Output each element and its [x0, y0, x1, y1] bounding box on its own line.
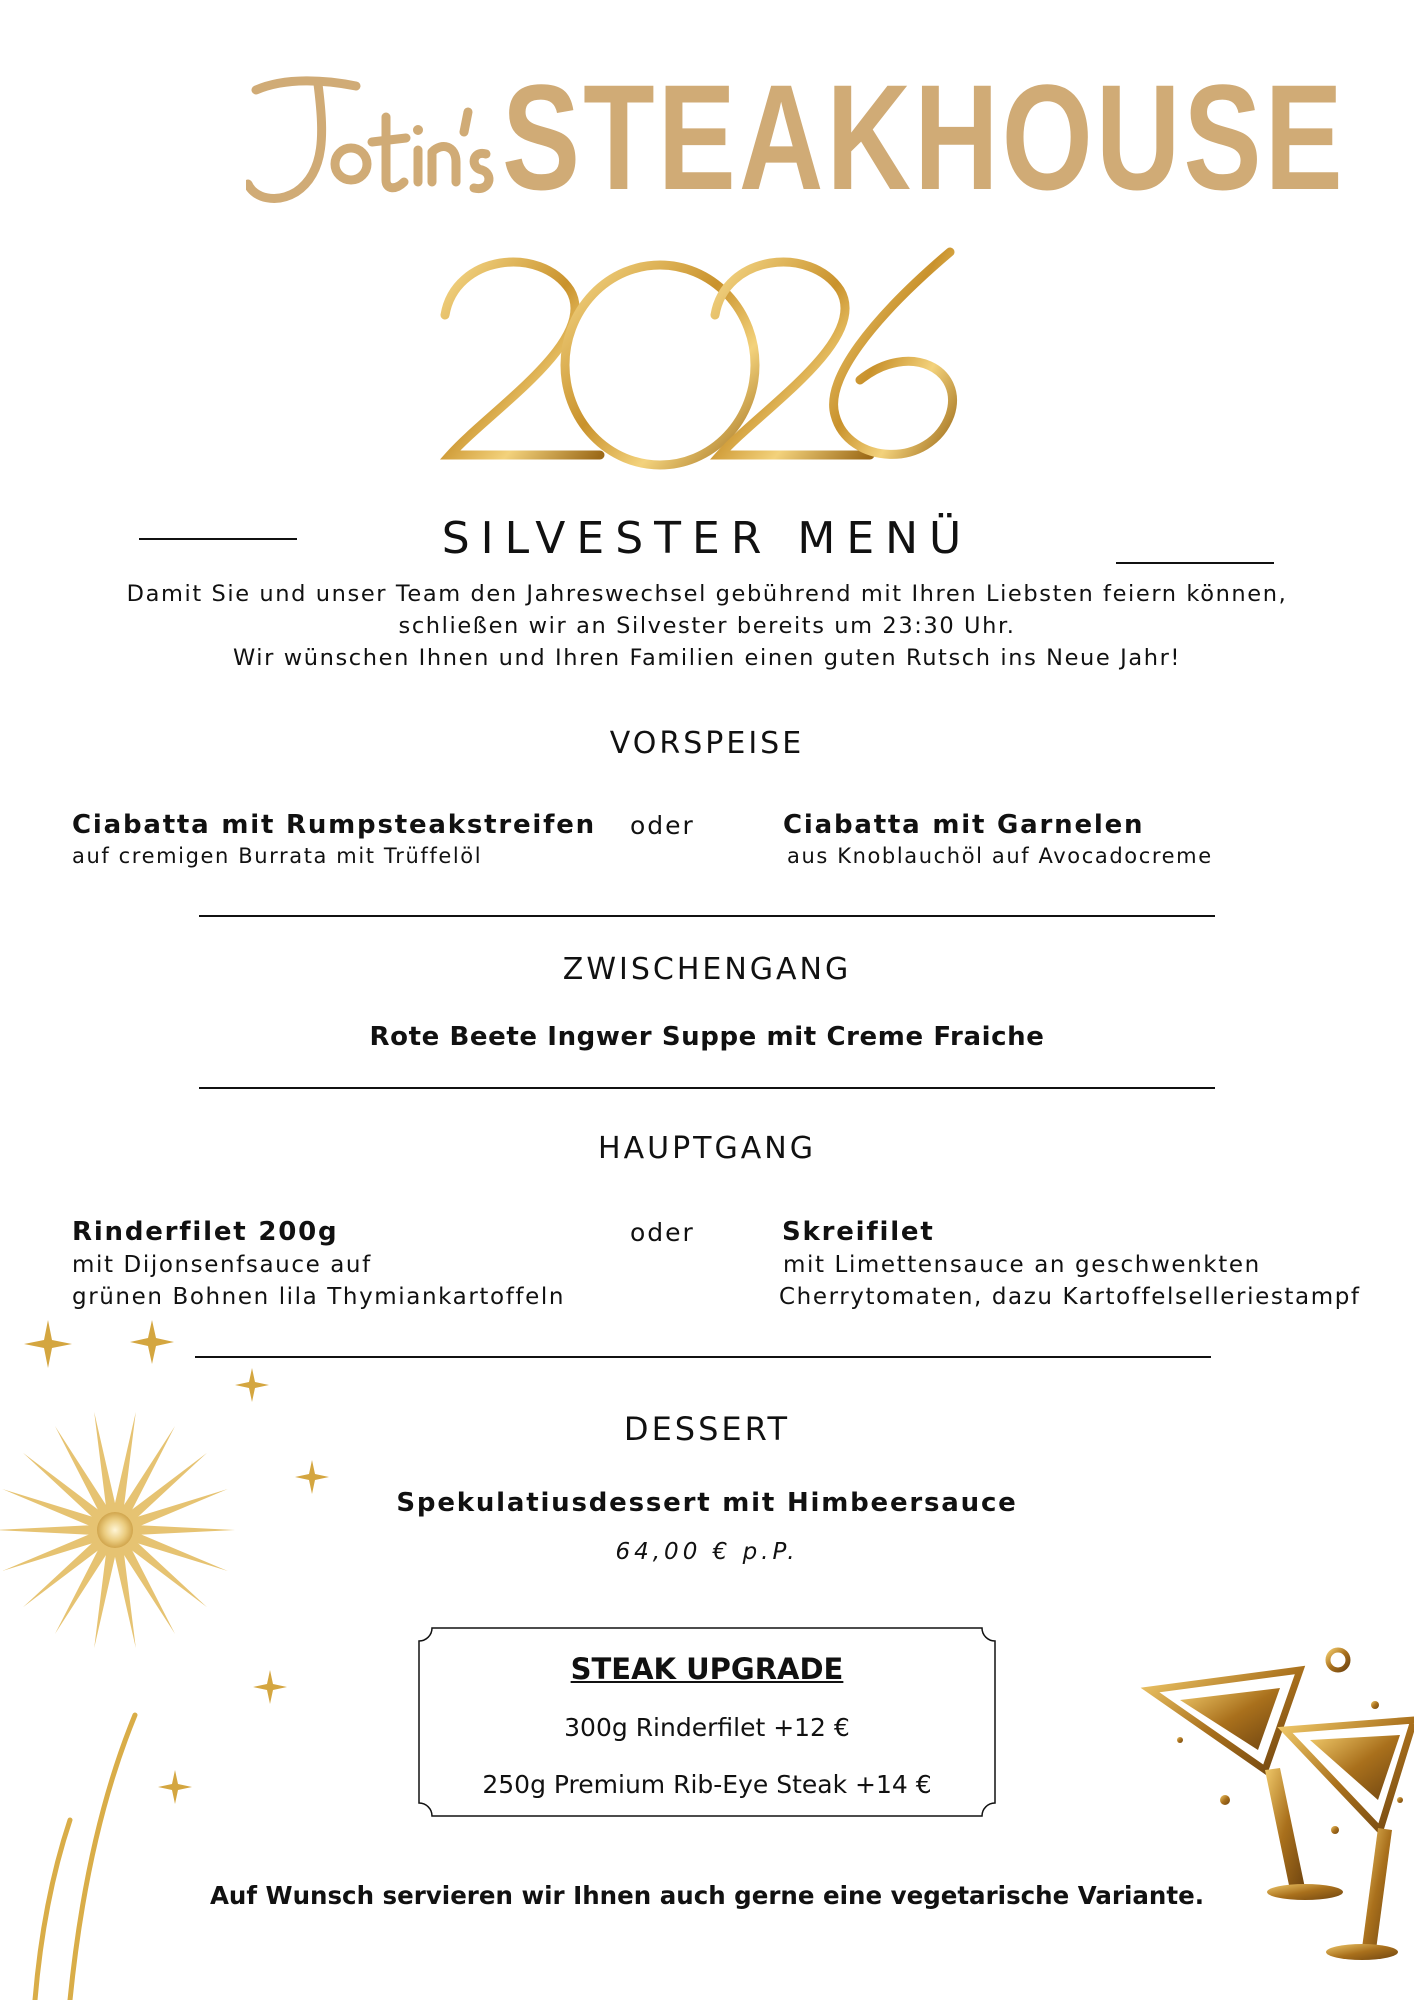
section-heading-dessert: DESSERT: [623, 1410, 791, 1448]
menu-price: 64,00 € p.P.: [615, 1539, 799, 1565]
intro-line: schließen wir an Silvester bereits um 23:30 Uhr.: [398, 613, 1016, 639]
section-heading-hauptgang: HAUPTGANG: [598, 1131, 816, 1166]
dish-name: Ciabatta mit Rumpsteakstreifen: [72, 810, 596, 840]
dish-name: Rinderfilet 200g: [72, 1217, 339, 1247]
section-heading-vorspeise: VORSPEISE: [609, 726, 805, 761]
upgrade-item: 250g Premium Rib-Eye Steak +14 €: [482, 1770, 932, 1799]
upgrade-title: STEAK UPGRADE: [570, 1652, 844, 1686]
dish-description: mit Dijonsenfsauce auf: [72, 1252, 372, 1278]
upgrade-item: 300g Rinderfilet +12 €: [564, 1713, 850, 1742]
dish-description: grünen Bohnen lila Thymiankartoffeln: [72, 1284, 566, 1310]
dish-description: Cherrytomaten, dazu Kartoffelselleriestampf: [779, 1284, 1361, 1310]
section-divider: [199, 1087, 1215, 1089]
logo-wordmark: STEAKHOUSE: [502, 53, 1346, 221]
logo-script-jotins: [246, 72, 496, 212]
intro-text: [60, 578, 1354, 674]
champagne-glasses-icon: [1140, 1630, 1414, 1970]
dish-name: Spekulatiusdessert mit Himbeersauce: [396, 1488, 1018, 1518]
footer-note: Auf Wunsch servieren wir Ihnen auch gerne eine vegetarische Variante.: [209, 1881, 1205, 1910]
section-divider: [199, 915, 1215, 917]
intro-line: Wir wünschen Ihnen und Ihren Familien einen guten Rutsch ins Neue Jahr!: [232, 645, 1182, 671]
intro-line: Damit Sie und unser Team den Jahreswechsel gebührend mit Ihren Liebsten feiern können,: [126, 581, 1288, 607]
menu-title: SILVESTER MENÜ: [441, 513, 973, 564]
dish-description: mit Limettensauce an geschwenkten: [783, 1252, 1261, 1278]
dish-description: auf cremigen Burrata mit Trüffelöl: [72, 844, 483, 868]
title-rule-right: [1116, 562, 1274, 564]
year-2026-graphic: [430, 240, 980, 470]
firework-icon: [0, 1300, 360, 2000]
or-separator: oder: [630, 1218, 695, 1247]
dish-name: Skreifilet: [782, 1217, 935, 1247]
or-separator: oder: [630, 811, 695, 840]
dish-description: aus Knoblauchöl auf Avocadocreme: [787, 844, 1213, 868]
dish-name: Rote Beete Ingwer Suppe mit Creme Fraiche: [369, 1022, 1045, 1052]
dish-name: Ciabatta mit Garnelen: [783, 810, 1145, 840]
section-heading-zwischengang: ZWISCHENGANG: [562, 952, 852, 987]
